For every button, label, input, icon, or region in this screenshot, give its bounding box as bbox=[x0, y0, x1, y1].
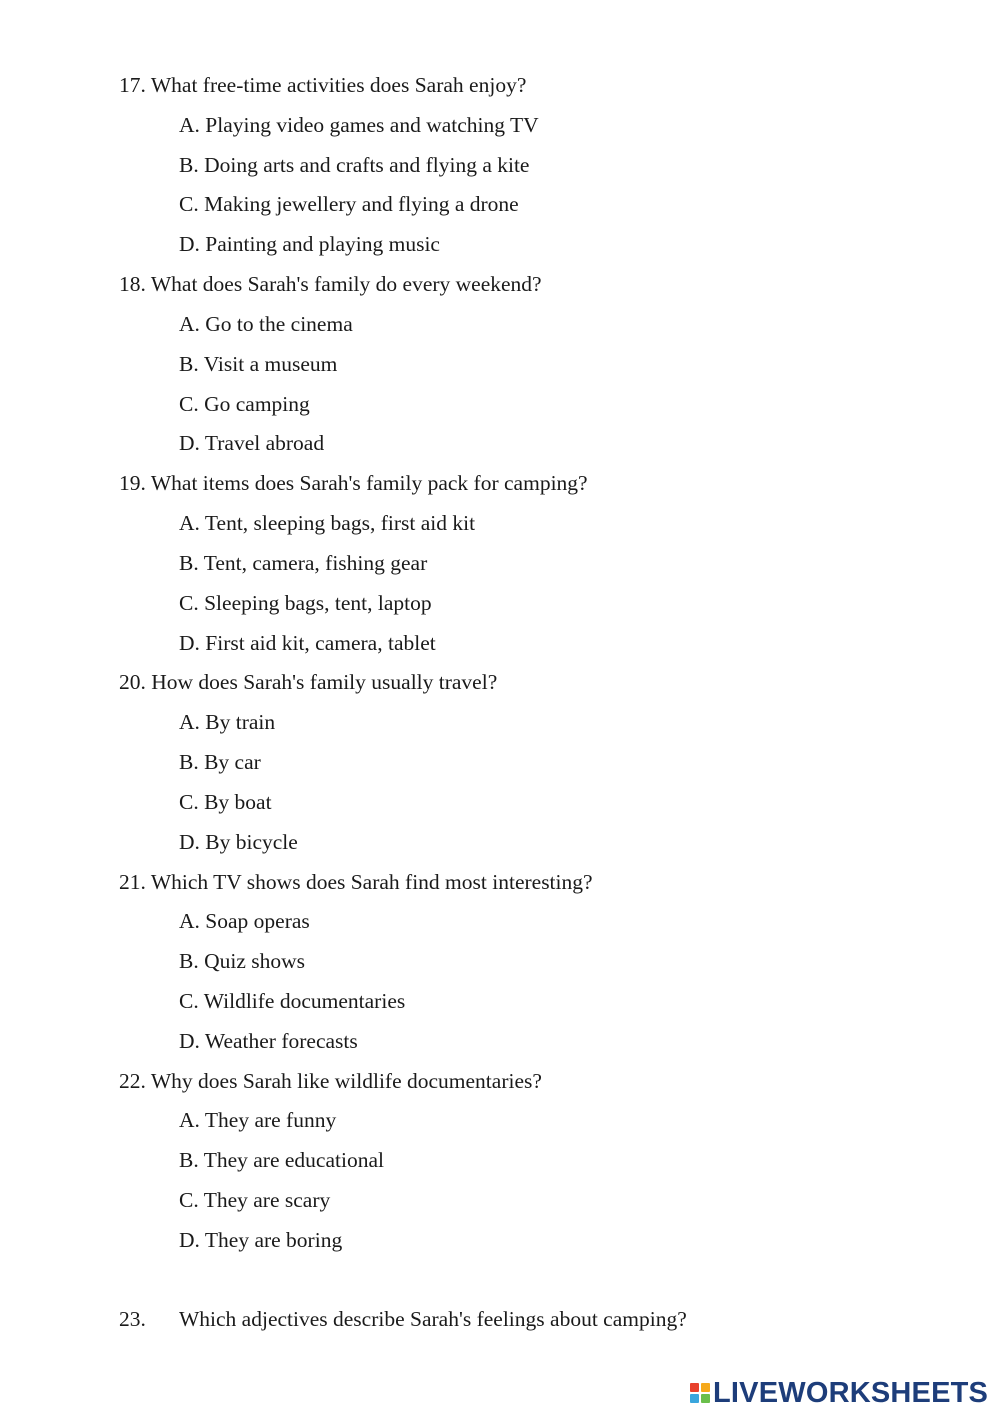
question-19-option-c[interactable]: C. Sleeping bags, tent, laptop bbox=[179, 591, 432, 615]
question-19-option-a[interactable]: A. Tent, sleeping bags, first aid kit bbox=[179, 511, 476, 535]
question-17: 17. What free-time activities does Sarah enjoy? bbox=[119, 73, 527, 97]
question-21-option-d[interactable]: D. Weather forecasts bbox=[179, 1029, 358, 1053]
question-21-option-a[interactable]: A. Soap operas bbox=[179, 909, 310, 933]
question-21-option-c[interactable]: C. Wildlife documentaries bbox=[179, 989, 406, 1013]
question-20-option-b[interactable]: B. By car bbox=[179, 750, 261, 774]
question-22-option-a[interactable]: A. They are funny bbox=[179, 1108, 337, 1132]
question-17-option-c[interactable]: C. Making jewellery and flying a drone bbox=[179, 192, 519, 216]
question-21-option-b[interactable]: B. Quiz shows bbox=[179, 949, 306, 973]
question-21: 21. Which TV shows does Sarah find most interesting? bbox=[119, 870, 593, 894]
question-18-option-c[interactable]: C. Go camping bbox=[179, 392, 310, 416]
question-22-option-d[interactable]: D. They are boring bbox=[179, 1228, 343, 1252]
logo-blocks-icon bbox=[690, 1383, 710, 1403]
question-19: 19. What items does Sarah's family pack for camping? bbox=[119, 471, 588, 495]
logo-block bbox=[701, 1394, 710, 1403]
question-20-option-a[interactable]: A. By train bbox=[179, 710, 276, 734]
question-17-option-d[interactable]: D. Painting and playing music bbox=[179, 232, 440, 256]
question-19-option-b[interactable]: B. Tent, camera, fishing gear bbox=[179, 551, 428, 575]
liveworksheets-logo[interactable] bbox=[690, 1376, 988, 1410]
logo-block bbox=[690, 1394, 699, 1403]
question-20-option-c[interactable]: C. By boat bbox=[179, 790, 272, 814]
question-18-option-b[interactable]: B. Visit a museum bbox=[179, 352, 338, 376]
question-23-number: 23. bbox=[119, 1307, 146, 1331]
question-20-option-d[interactable]: D. By bicycle bbox=[179, 830, 298, 854]
logo-text: LIVEWORKSHEETS bbox=[713, 1376, 989, 1409]
question-19-option-d[interactable]: D. First aid kit, camera, tablet bbox=[179, 631, 436, 655]
logo-block bbox=[701, 1383, 710, 1392]
question-18: 18. What does Sarah's family do every weekend? bbox=[119, 272, 542, 296]
question-22-option-b[interactable]: B. They are educational bbox=[179, 1148, 384, 1172]
question-22: 22. Why does Sarah like wildlife documentaries? bbox=[119, 1069, 542, 1093]
question-23: Which adjectives describe Sarah's feelings about camping? bbox=[179, 1307, 687, 1331]
question-17-option-a[interactable]: A. Playing video games and watching TV bbox=[179, 113, 539, 137]
logo-block bbox=[690, 1383, 699, 1392]
question-17-option-b[interactable]: B. Doing arts and crafts and flying a kite bbox=[179, 153, 530, 177]
question-20: 20. How does Sarah's family usually travel? bbox=[119, 670, 498, 694]
question-18-option-a[interactable]: A. Go to the cinema bbox=[179, 312, 353, 336]
question-18-option-d[interactable]: D. Travel abroad bbox=[179, 431, 325, 455]
question-22-option-c[interactable]: C. They are scary bbox=[179, 1188, 331, 1212]
